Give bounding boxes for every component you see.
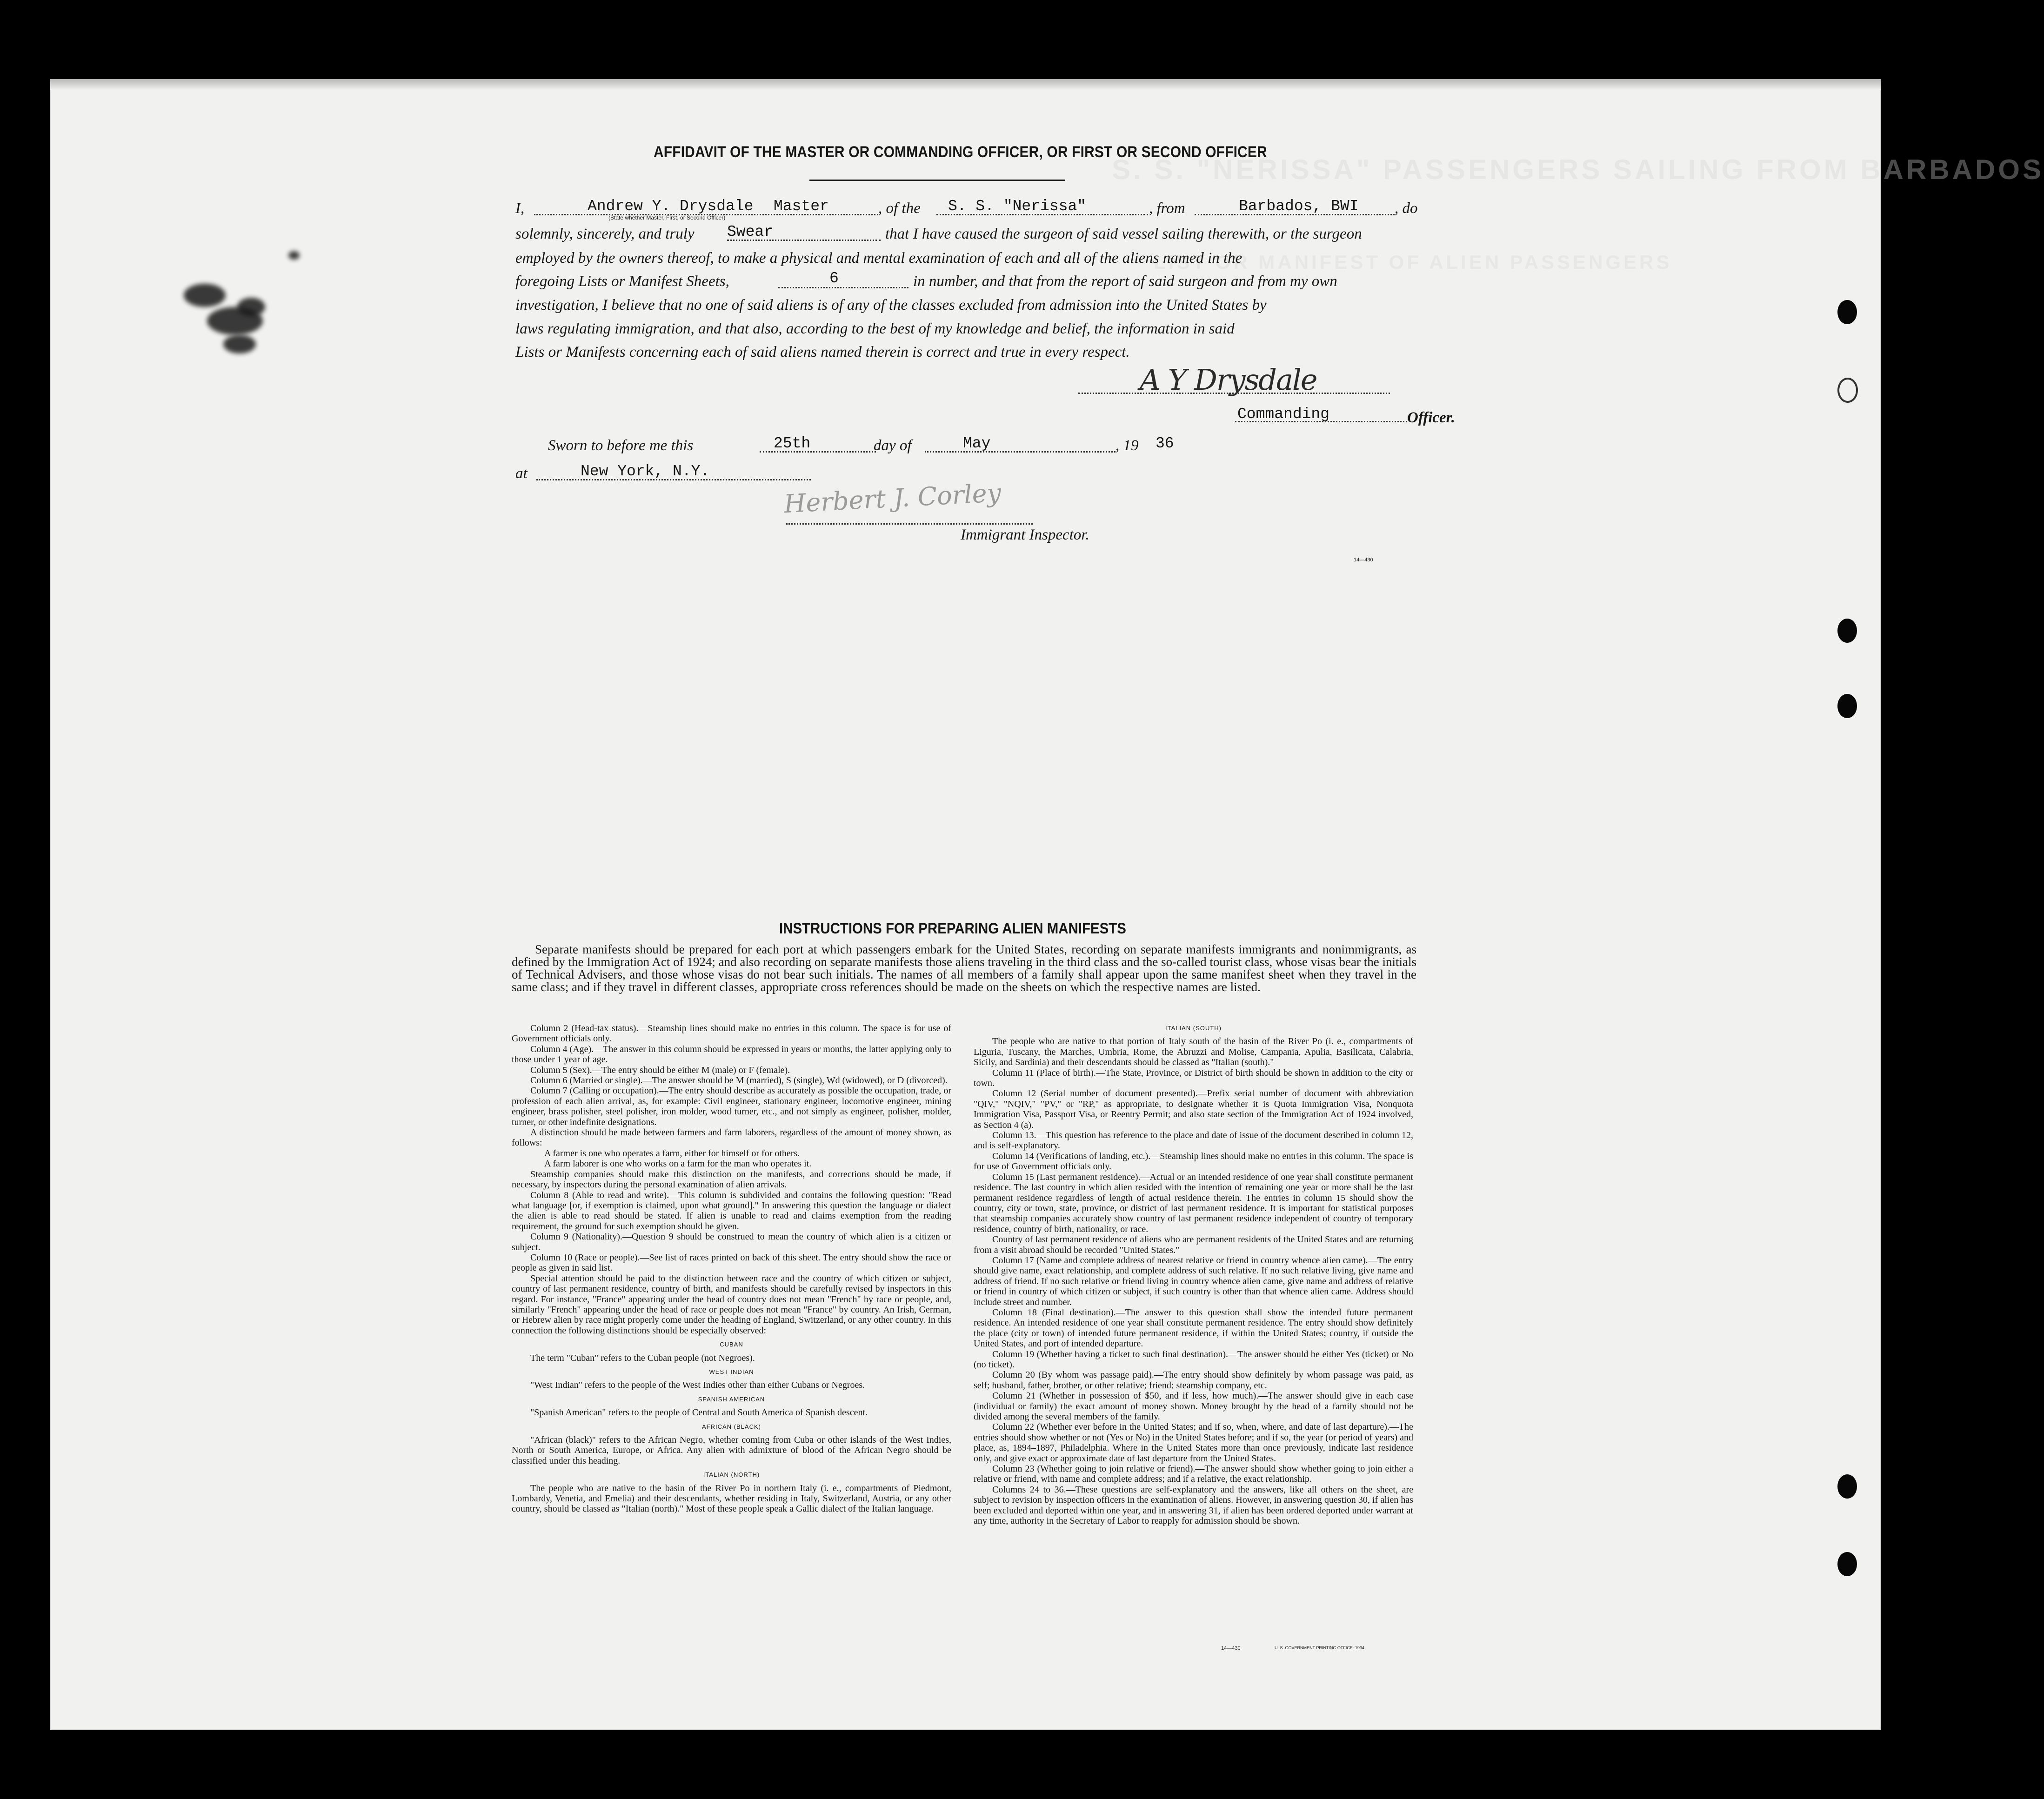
sworn-day: 25th [774,435,811,452]
officer-signature: A Y Drysdale [1140,363,1317,397]
affidavit-line-4 [515,272,1423,293]
instruction-paragraph: A distinction should be made between farmers and farm laborers, regardless of the amount of money shown, as follows: [512,1127,951,1148]
sworn-year: 36 [1156,435,1174,452]
sworn-month: May [963,435,991,452]
instruction-paragraph: Column 4 (Age).—The answer in this column should be expressed in years or months, the latter applying only to those under 1 year of age. [512,1044,951,1065]
affidavit-title: AFFIDAVIT OF THE MASTER OR COMMANDING OFFICER, OR FIRST OR SECOND OFFICER [654,143,1267,161]
officer-rank: Master [774,198,829,215]
section-text-african: "African (black)" refers to the African Negro, whether coming from Cuba or other islands of the West Indies, North or South America, Europe, or Africa. Any alien with admixture of blood of the African Negro should be classified under this heading. [512,1435,951,1466]
binder-hole [1837,619,1857,643]
solemnly-text: solemnly, sincerely, and truly [515,226,695,242]
instruction-paragraph: Column 19 (Whether having a ticket to such final destination).—The answer should be either Yes (ticket) or No (no ticket). [974,1349,1413,1370]
from-label: , from [1149,200,1185,217]
binder-hole [1837,1474,1857,1499]
affidavit-line-2 [515,225,1423,245]
ink-smudge [237,298,265,316]
title-rule [809,180,1065,181]
instruction-paragraph: Column 10 (Race or people).—See list of races printed on back of this sheet. The entry should show the race or people as given in said list. [512,1252,951,1273]
at-label: at [515,465,528,482]
instruction-paragraph: Country of last permanent residence of aliens who are permanent residents of the United States and are returning from a visit abroad should be recorded "United States." [974,1234,1413,1255]
instruction-paragraph: A farmer is one who operates a farm, either for himself or for others. [544,1148,800,1159]
binder-hole [1837,300,1857,324]
affidavit-line-3: employed by the owners thereof, to make a physical and mental examination of each and all of the aliens named in the [515,250,1242,267]
binder-hole [1837,694,1857,718]
sheet-count: 6 [829,270,839,287]
officer-name: Andrew Y. Drysdale [588,198,754,215]
instruction-paragraph: Column 17 (Name and complete address of nearest relative or friend in country whence alien came).—The entry should give name, exact relationship, and complete address of such relative. If no such relative living, give name and address of friend. If no such relative or friend living in country whence alien came, give name and address of relative or friend in country of which citizen or subject, if such country is other than that whence alien came. Address should include street and number. [974,1255,1413,1307]
instruction-paragraph: Column 5 (Sex).—The entry should be either M (male) or F (female). [530,1065,790,1075]
page-top-edge [50,79,1881,90]
instructions-intro [512,943,1416,993]
sheets-blank [778,287,908,288]
section-text-italian-north: The people who are native to the basin of the River Po in northern Italy (i. e., compartments of Piedmont, Lombardy, Venetia, and Emelia) and their descendants, whether residing in Italy, Switzerland, Austria, or any other country, should be classed as "Italian (north)." Most of these people speak a Gallic dialect of the Italian language. [512,1483,951,1514]
form-number: 14—430 [1354,557,1373,563]
caused-surgeon-text: that I have caused the surgeon of said vessel sailing therewith, or the surgeon [885,226,1362,242]
vessel-name: S. S. "Nerissa" [948,198,1087,215]
ink-smudge [184,284,226,307]
of-the-label: , of the [878,200,921,217]
binder-hole [1837,378,1858,403]
inspector-title: Immigrant Inspector. [961,526,1089,543]
footer-printer: U. S. GOVERNMENT PRINTING OFFICE: 1934 [1275,1646,1364,1650]
oath-word: Swear [727,223,774,240]
ink-smudge [223,335,256,353]
affidavit-line-7: Lists or Manifests concerning each of said aliens named therein is correct and true in every respect. [515,344,1130,360]
instructions-title: INSTRUCTIONS FOR PREPARING ALIEN MANIFESTS [779,920,1126,937]
origin-port: Barbados, BWI [1239,198,1359,215]
instruction-paragraph: Column 23 (Whether going to join relative or friend).—The answer should show whether going to join either a relative or friend, with name and complete address; and if a relative, the exact relationship. [974,1464,1413,1485]
section-text-west-indian: "West Indian" refers to the people of the West Indies other than either Cubans or Negroes. [530,1380,865,1391]
section-heading-italian-north: ITALIAN (NORTH) [703,1471,760,1479]
instruction-paragraph: Column 2 (Head-tax status).—Steamship lines should make no entries in this column. The space is for use of Government officials only. [512,1023,951,1044]
inspector-signature: Herbert J. Corley [783,478,1002,519]
in-number-text: in number, and that from the report of said surgeon and from my own [913,273,1337,290]
ink-smudge [288,251,300,260]
year-prefix: , 19 [1116,437,1139,454]
instruction-paragraph: Column 7 (Calling or occupation).—The entry should describe as accurately as possible the occupation, trade, or profession of each alien arrival, as, for example: Civil engineer, stationary engineer, locomotive engineer, mining engineer, brass polisher, steel polisher, iron molder, wood turner, etc., and not simply as engineer, polisher, molder, turner, or other indefinite designations. [512,1086,951,1127]
instruction-paragraph: Column 8 (Able to read and write).—This column is subdivided and contains the following question: "Read what language [or, if exemption is claimed, upon what ground]." In answering this question the language or dialect the alien is able to read should be stated. If alien is unable to read and claims exemption from the reading requirement, the ground for such exemption should be given. [512,1190,951,1232]
instruction-paragraph: Column 14 (Verifications of landing, etc.).—Steamship lines should make no entries in this column. The space is for use of Government officials only. [974,1151,1413,1172]
section-heading-spanish-american: SPANISH AMERICAN [698,1395,765,1403]
section-heading-west-indian: WEST INDIAN [709,1368,754,1375]
intro-paragraph: Separate manifests should be prepared for each port at which passengers embark for the United States, recording on separate manifests immigrants and nonimmigrants, as defined by the Immigration Act of 1924; and also recording on separate manifests those aliens traveling in the third class and the so-called tourist class, whose visas bear the initials of Technical Advisers, and those whose visas do not bear such initials. The names of all members of a family shall appear upon the same manifest sheet when they travel in the same class; and if they travel in different classes, appropriate cross references should be made on the sheets on which the respective names are listed. [512,942,1416,994]
instruction-paragraph: Column 22 (Whether ever before in the United States; and if so, when, where, and date of last departure).—The entries should show whether or not (Yes or No) in the United States before; and if so, the year (or period of years) and place, as, 1894–1897, Philadelphia. Where in the United States more than once previously, indicate last residence only, and give exact or approximate date of last departure from the United States. [974,1422,1413,1464]
instruction-paragraph: Column 9 (Nationality).—Question 9 should be construed to mean the country of which alien is a citizen or subject. [512,1232,951,1253]
instruction-paragraph: Column 6 (Married or single).—The answer should be M (married), S (single), Wd (widowed), or D (divorced). [530,1075,948,1086]
instruction-paragraph: Special attention should be paid to the distinction between race and the country of which citizen or subject, country of last permanent residence, country of birth, and manifests should be carefully revised by inspectors in this regard. For instance, "France" appearing under the head of country does not mean "French" by race or people, and, similarly "French" appearing under the head of race or people does not mean "France" by country. An Irish, German, or Hebrew alien by race might properly come under the heading of England, Switzerland, or any other country. In this connection the following distinctions should be especially observed: [512,1273,951,1336]
instructions-left-column [512,1023,951,1646]
rank-note: (State whether Master, First, or Second Officer) [608,214,726,221]
footer-form-number: 14—430 [1221,1646,1241,1651]
manifest-sheets-text: foregoing Lists or Manifest Sheets, [515,273,729,290]
officer-word: Officer. [1407,409,1455,426]
section-heading-cuban: CUBAN [720,1341,743,1348]
instruction-paragraph: Steamship companies should make this distinction on the manifests, and corrections should be made, if necessary, by inspectors during the personal examination of alien arrivals. [512,1169,951,1190]
bleed-through-line-1: S. S. "NERISSA" PASSENGERS SAILING FROM BARBADOS [1112,154,2044,185]
section-heading-african: AFRICAN (BLACK) [702,1423,761,1430]
day-of-label: day of [874,437,912,454]
instruction-paragraph: A farm laborer is one who works on a farm for the man who operates it. [544,1159,812,1169]
section-text-cuban: The term "Cuban" refers to the Cuban people (not Negroes). [530,1353,755,1363]
affidavit-line-5: investigation, I believe that no one of said aliens is of any of the classes excluded from admission into the United States by [515,297,1267,313]
inspector-line [786,523,1033,525]
instruction-paragraph: Columns 24 to 36.—These questions are self-explanatory and the answers, like all others on the sheet, are subject to revision by inspection officers in the examination of aliens. However, in answering question 30, if alien has been excluded and deported within one year, and in answering 31, if alien has been ordered deported under warrant at any time, authority in the Secretary of Labor to reapply for admission should be shown. [974,1484,1413,1526]
i-label: I, [515,200,525,217]
instruction-paragraph: The people who are native to that portion of Italy south of the basin of the River Po (i. e., compartments of Liguria, Tuscany, the Marches, Umbria, Rome, the Abruzzi and Molise, Campania, Apulia, Basilicata, Calabria, Sicily, and Sardinia) and their descendants should be classed as "Italian (south)." [974,1036,1413,1068]
signer-title: Commanding [1237,406,1330,423]
section-heading-italian-south: ITALIAN (SOUTH) [1165,1025,1222,1032]
sworn-label: Sworn to before me this [548,437,694,454]
month-blank [925,451,1116,453]
instruction-paragraph: Column 20 (By whom was passage paid).—The entry should show definitely by whom passage was paid, as self; husband, father, brother, or other relative; friend; steamship company, etc. [974,1370,1413,1391]
instruction-paragraph: Column 13.—This question has reference to the place and date of issue of the document described in column 12, and is self-explanatory. [974,1130,1413,1151]
instructions-right-column [974,1023,1413,1646]
sworn-line [515,436,1236,457]
instruction-paragraph: Column 11 (Place of birth).—The State, Province, or District of birth should be shown in addition to the city or town. [974,1067,1413,1089]
do-label: , do [1395,200,1418,217]
instruction-paragraph: Column 15 (Last permanent residence).—Actual or an intended residence of one year shall constitute permanent residence. The last country in which alien resided with the intention of remaining one year or more shall be the last permanent residence regardless of length of actual residence therein. The entries in column 15 should show the country, city or town, state, province, or district of last permanent residence. It is important for statistical purposes that steamship companies accurately show country of last permanent residence independent of country of temporary residence, country of birth, nationality, or race. [974,1172,1413,1234]
affidavit-line-6: laws regulating immigration, and that also, according to the best of my knowledge and belief, the information in said [515,320,1235,337]
place-line [515,464,841,485]
section-text-spanish-american: "Spanish American" refers to the people of Central and South America of Spanish descent. [530,1407,868,1418]
binder-hole [1837,1552,1857,1576]
place: New York, N.Y. [581,463,710,480]
bleed-through-line-2: LIST OR MANIFEST OF ALIEN PASSENGERS [1154,251,1672,273]
instruction-paragraph: Column 21 (Whether in possession of $50, and if less, how much).—The answer should give in each case (individual or family) the exact amount of money shown. Money brought by the head of a family should not be divided among the several members of the family. [974,1391,1413,1422]
instruction-paragraph: Column 18 (Final destination).—The answer to this question shall show the intended future permanent residence. An intended residence of one year shall constitute permanent residence. The entry should show definitely the place (city or town) of intended future permanent residence, if within the United States; country, if outside the United States, and port of intended departure. [974,1307,1413,1349]
instruction-paragraph: Column 12 (Serial number of document presented).—Prefix serial number of document with abbreviation "QIV," "NQIV," "PV," or "RP," as appropriate, to designate whether it is Quota Immigration Visa, Nonquota Immigration Visa, Passport Visa, or Reentry Permit; and also state section of the Immigration Act of 1924 involved, as Section 4 (a). [974,1088,1413,1130]
